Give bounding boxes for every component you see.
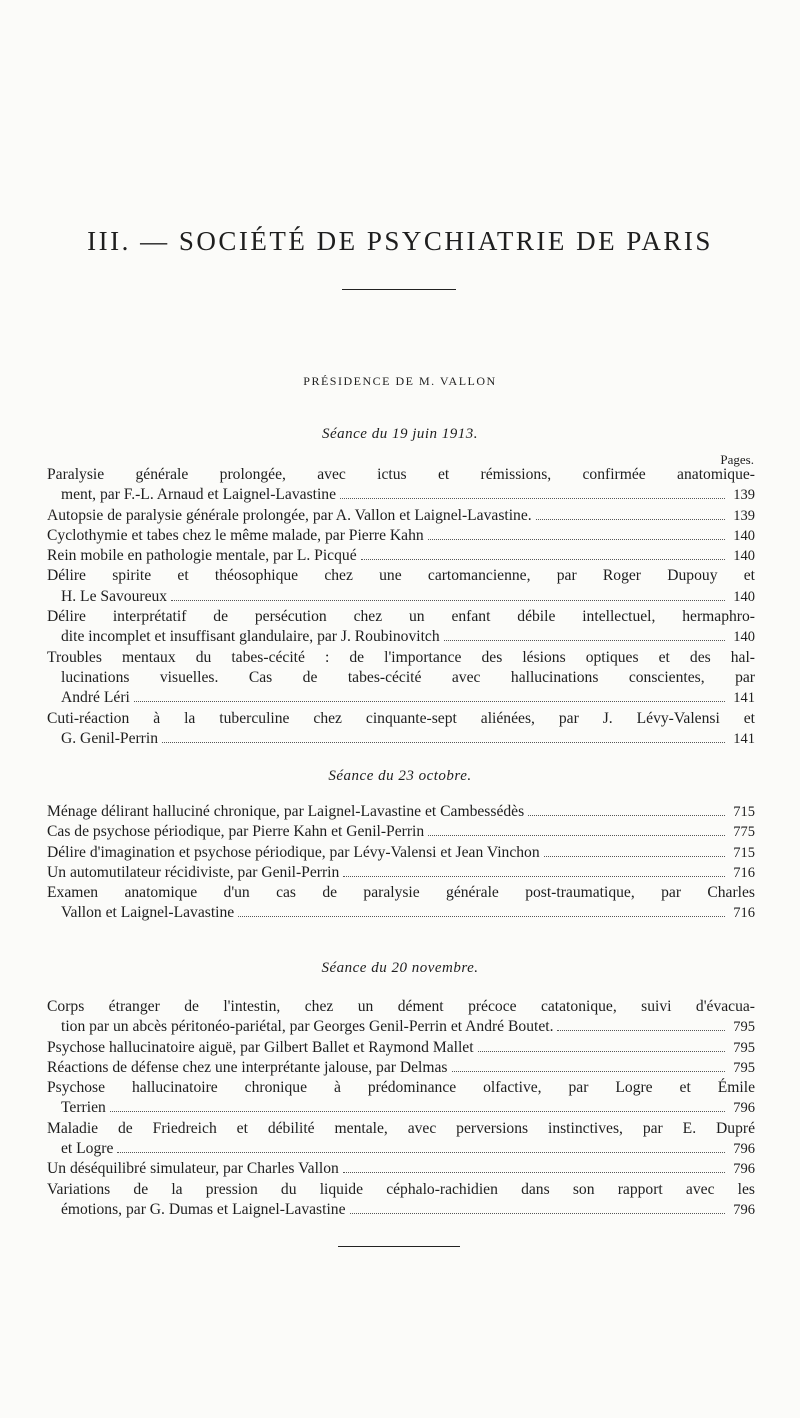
toc-entry-text: G. Genil-Perrin — [61, 729, 159, 747]
toc-entry-text: Délire d'imagination et psychose périodique, par Lévy-Valensi et Jean Vinchon — [47, 843, 540, 861]
toc-entry-line — [47, 668, 755, 688]
toc-entry-text: Rein mobile en pathologie mentale, par L. Picqué — [47, 547, 357, 565]
dot-leader — [238, 916, 725, 917]
toc-entry-line — [47, 1200, 755, 1220]
toc-entry-line — [47, 1038, 755, 1058]
toc-entry — [47, 526, 755, 546]
toc-entry-text: Ménage délirant halluciné chronique, par Laignel-Lavastine et Cambessédès — [47, 803, 525, 820]
toc-entry-text: Paralysie générale prolongée, avec ictus et rémissions, confirmée anatomique- — [47, 466, 755, 483]
toc-entry-text: Délire interprétatif de persécution chez un enfant débile intellectuel, hermaphro- — [47, 608, 755, 626]
toc-entry-text: émotions, par G. Dumas et Laignel-Lavastine — [61, 1200, 346, 1218]
page-number: 715 — [733, 804, 755, 820]
toc-entry — [47, 709, 755, 750]
toc-entry — [47, 822, 755, 842]
toc-entry-text: Autopsie de paralysie générale prolongée, par A. Vallon et Laignel-Lavastine. — [47, 506, 532, 524]
toc-entry-text: Cas de psychose périodique, par Pierre Kahn et Genil-Perrin — [47, 823, 425, 841]
page-number: 795 — [733, 1019, 755, 1036]
toc-entry-line — [47, 1058, 755, 1078]
toc-entry-text: Psychose hallucinatoire aiguë, par Gilbert Ballet et Raymond Mallet — [47, 1038, 474, 1056]
toc-entry-line — [47, 566, 755, 586]
dot-leader — [343, 876, 725, 877]
toc-entry-line — [47, 843, 755, 863]
toc-entry-line — [47, 802, 755, 822]
section-heading-3: Séance du 20 novembre. — [321, 960, 479, 976]
page-number: 141 — [733, 730, 755, 747]
dot-leader — [428, 539, 725, 540]
page-number: 796 — [733, 1100, 755, 1117]
page-number: 140 — [733, 548, 755, 565]
toc-entry-line — [47, 1119, 755, 1139]
toc-entry — [47, 1119, 755, 1160]
toc-entry — [47, 1159, 755, 1179]
toc-entry-line — [47, 587, 755, 607]
dot-leader — [428, 835, 725, 836]
page-number: 796 — [733, 1201, 755, 1218]
toc-entry-text: Un déséquilibré simulateur, par Charles Vallon — [47, 1160, 339, 1178]
dot-leader — [117, 1152, 725, 1153]
toc-entry — [47, 607, 755, 648]
toc-entry-line — [47, 1098, 755, 1118]
toc-entry-line — [47, 1139, 755, 1159]
toc-entry-text: dite incomplet et insuffisant glandulaire, par J. Roubinovitch — [61, 628, 440, 646]
title-divider — [342, 289, 456, 290]
toc-entry — [47, 566, 755, 607]
toc-entry-text: Cyclothymie et tabes chez le même malade, par Pierre Kahn — [47, 526, 424, 544]
toc-entry — [47, 883, 755, 924]
dot-leader — [340, 498, 725, 499]
toc-entry-text: Psychose hallucinatoire chronique à prédominance olfactive, par Logre et Émile — [47, 1079, 755, 1097]
toc-entry — [47, 465, 755, 506]
toc-entry — [47, 863, 755, 883]
page-number: 796 — [733, 1161, 755, 1178]
toc-entry-text: André Léri — [61, 689, 130, 707]
toc-entry-text: ment, par F.-L. Arnaud et Laignel-Lavastine — [61, 486, 337, 504]
toc-entry-line — [47, 883, 755, 903]
page-title: III. — SOCIÉTÉ DE PSYCHIATRIE DE PARIS — [87, 226, 713, 256]
toc-entry — [47, 1078, 755, 1119]
section-heading-2: Séance du 23 octobre. — [328, 768, 472, 784]
page-number: 140 — [733, 527, 755, 544]
toc-entry — [47, 648, 755, 709]
page-number: 775 — [733, 824, 755, 841]
toc-entry-text: et Logre — [61, 1140, 114, 1158]
page-number: 716 — [733, 864, 755, 881]
dot-leader — [343, 1172, 725, 1173]
toc-entry-line — [47, 688, 755, 708]
page-number: 716 — [733, 905, 755, 922]
toc-entry-line — [47, 1017, 755, 1037]
toc-entry-line — [47, 1078, 755, 1098]
toc-entry-text: Terrien — [61, 1099, 106, 1117]
dot-leader — [162, 742, 725, 743]
end-divider — [338, 1246, 460, 1247]
dot-leader — [528, 815, 725, 816]
pages-column-label: Pages. — [720, 452, 754, 467]
toc-entry — [47, 546, 755, 566]
dot-leader — [544, 856, 725, 857]
toc-entry-line — [47, 729, 755, 749]
toc-entry-text: Délire spirite et théosophique chez une cartomancienne, par Roger Dupouy et — [47, 567, 755, 585]
toc-entry-text: Corps étranger de l'intestin, chez un dément précoce catatonique, suivi d'évacua- — [47, 998, 755, 1015]
toc-entry-text: Examen anatomique d'un cas de paralysie générale post-traumatique, par Charles — [47, 884, 755, 902]
page-number: 141 — [733, 690, 755, 707]
page-number: 715 — [733, 844, 755, 861]
toc-entry-line — [47, 526, 755, 546]
toc-entry-line — [47, 465, 755, 485]
toc-entry-line — [47, 648, 755, 668]
presidence-line: PRÉSIDENCE DE M. VALLON — [303, 374, 497, 388]
dot-leader — [171, 600, 725, 601]
toc-entry-line — [47, 627, 755, 647]
page-number: 795 — [733, 1059, 755, 1076]
dot-leader — [110, 1111, 725, 1112]
toc-entry-line — [47, 822, 755, 842]
page-number: 140 — [733, 588, 755, 605]
section-entries-3 — [47, 997, 755, 1220]
toc-entry-line — [47, 506, 755, 526]
toc-entry — [47, 802, 755, 822]
toc-entry-text: Un automutilateur récidiviste, par Genil-Perrin — [47, 863, 340, 881]
page-number: 139 — [733, 507, 755, 524]
toc-entry-text: tion par un abcès péritonéo-pariétal, par Georges Genil-Perrin et André Boutet. — [61, 1018, 554, 1036]
dot-leader — [361, 559, 725, 560]
toc-entry — [47, 997, 755, 1038]
toc-entry-text: Vallon et Laignel-Lavastine — [61, 904, 235, 922]
toc-entry-text: Variations de la pression du liquide céphalo-rachidien dans son rapport avec les — [47, 1180, 755, 1198]
section-entries-1 — [47, 465, 755, 749]
dot-leader — [452, 1071, 726, 1072]
toc-entry-text: Réactions de défense chez une interprétante jalouse, par Delmas — [47, 1058, 448, 1076]
toc-entry-text: Maladie de Friedreich et débilité mentale, avec perversions instinctives, par E. Dupré — [47, 1119, 755, 1137]
toc-entry-line — [47, 709, 755, 729]
dot-leader — [134, 701, 725, 702]
page-number: 139 — [733, 487, 755, 504]
toc-entry — [47, 1180, 755, 1221]
toc-entry-line — [47, 863, 755, 883]
dot-leader — [536, 519, 725, 520]
toc-entry — [47, 1058, 755, 1078]
toc-entry — [47, 506, 755, 526]
dot-leader — [478, 1051, 725, 1052]
toc-entry — [47, 843, 755, 863]
section-entries-2 — [47, 802, 755, 924]
toc-entry-line — [47, 485, 755, 505]
toc-entry-line — [47, 1159, 755, 1179]
dot-leader — [350, 1213, 725, 1214]
toc-entry-line — [47, 997, 755, 1017]
toc-entry-text: Cuti-réaction à la tuberculine chez cinquante-sept aliénées, par J. Lévy-Valensi et — [47, 709, 755, 727]
toc-entry-text: Troubles mentaux du tabes-cécité : de l'importance des lésions optiques et des hal- — [47, 648, 755, 666]
page-number: 795 — [733, 1039, 755, 1056]
toc-entry — [47, 1038, 755, 1058]
toc-entry-text: lucinations visuelles. Cas de tabes-cécité avec hallucinations conscientes, par — [61, 668, 755, 686]
dot-leader — [557, 1030, 725, 1031]
toc-entry-line — [47, 546, 755, 566]
toc-entry-line — [47, 903, 755, 923]
page-number: 140 — [733, 629, 755, 646]
page-number: 796 — [733, 1141, 755, 1158]
section-heading-1: Séance du 19 juin 1913. — [321, 426, 479, 442]
toc-entry-text: H. Le Savoureux — [61, 587, 168, 605]
toc-entry-line — [47, 607, 755, 627]
toc-entry-line — [47, 1180, 755, 1200]
dot-leader — [444, 640, 725, 641]
